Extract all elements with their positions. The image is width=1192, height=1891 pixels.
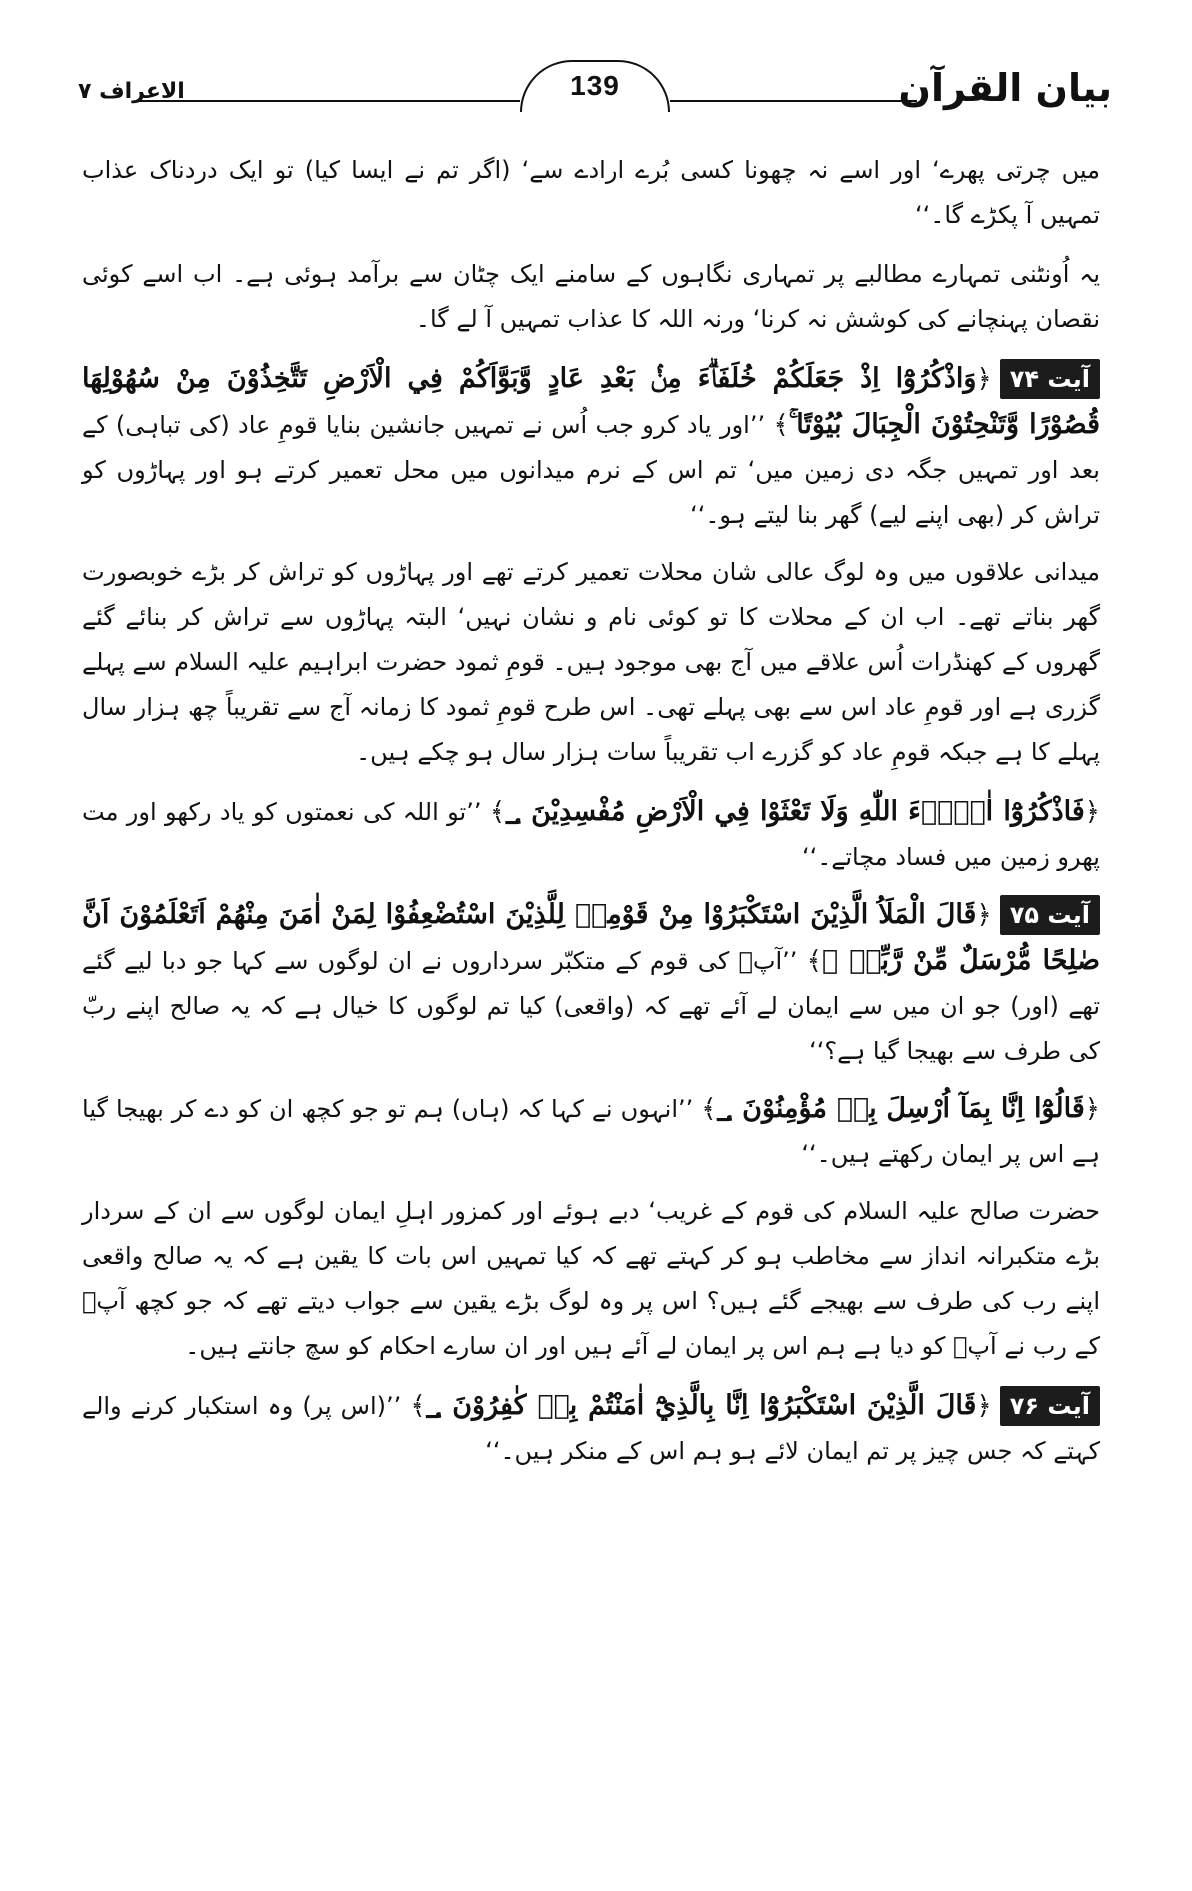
ayah-74-badge: آیت ۷۴ bbox=[1000, 359, 1100, 399]
ayah-close-bracket: ﴾ bbox=[701, 1094, 717, 1124]
ayah-open-bracket: ﴿ bbox=[1084, 797, 1100, 827]
ayah-76-arabic: قَالَ الَّذِيْنَ اسْتَكْبَرُوْٓا اِنَّا بِالَّذِيْٓ اٰمَنْتُمْ بِهٖ كٰفِرُوْنَ ؀ bbox=[425, 1390, 977, 1421]
page-number: 139 bbox=[570, 70, 620, 101]
ayah-open-bracket: ﴿ bbox=[1084, 1094, 1100, 1124]
ayah-75b-block bbox=[82, 1086, 1100, 1177]
page-body bbox=[82, 148, 1100, 1486]
ayah-76-translation: ’’(اس پر) وہ استکبار کرنے والے کہتے کہ جس چیز پر تم ایمان لائے ہو ہم اس کے منکر ہیں۔‘‘ bbox=[82, 1392, 1100, 1465]
intro-paragraph bbox=[82, 148, 1100, 238]
ayah-open-bracket: ﴿ bbox=[976, 364, 992, 394]
intro-text: میں چرتی پھرے‘ اور اسے نہ چھونا کسی بُرے ارادے سے‘ (اگر تم نے ایسا کیا) تو ایک دردناک عذاب تمہیں آ پکڑے گا۔‘‘ bbox=[82, 156, 1100, 229]
ayah-74b-arabic: فَاذْكُرُوْٓا اٰلَاۗءَ اللّٰهِ وَلَا تَعْثَوْا فِي الْاَرْضِ مُفْسِدِيْنَ ؀ bbox=[505, 796, 1085, 827]
ayah-close-bracket: ﴾ bbox=[806, 946, 822, 976]
ayah-74-translation: ’’اور یاد کرو جب اُس نے تمہیں جانشین بنایا قومِ عاد (کی تباہی) کے بعد اور تمہیں جگہ دی زمین میں‘ تم اس کے نرم میدانوں میں محل تعمیر کرتے ہو اور پہاڑوں کو تراش کر (بھی اپنے لیے) گھر بنا لیتے ہو۔‘‘ bbox=[82, 411, 1100, 529]
book-title: بیان القرآن bbox=[898, 66, 1112, 110]
ayah-75b-translation: ’’انہوں نے کہا کہ (ہاں) ہم تو جو کچھ ان کو دے کر بھیجا گیا ہے اس پر ایمان رکھتے ہیں۔‘‘ bbox=[82, 1095, 1100, 1168]
ayah-75-badge: آیت ۷۵ bbox=[1000, 895, 1100, 935]
ayah-open-bracket: ﴿ bbox=[976, 1391, 992, 1421]
page-number-box bbox=[520, 60, 670, 116]
commentary-paragraph-3 bbox=[82, 1189, 1100, 1369]
ayah-75b-arabic: قَالُوْٓا اِنَّا بِمَآ اُرْسِلَ بِهٖ مُؤْمِنُوْنَ ؀ bbox=[716, 1093, 1085, 1124]
ayah-74b-translation: ’’تو اللہ کی نعمتوں کو یاد رکھو اور مت پھرو زمین میں فساد مچاتے۔‘‘ bbox=[82, 798, 1100, 871]
ayah-close-bracket: ﴾ bbox=[773, 410, 789, 440]
commentary-text-2: میدانی علاقوں میں وہ لوگ عالی شان محلات تعمیر کرتے تھے اور پہاڑوں کو تراش کر بڑے خوبصورت گھر بناتے تھے۔ اب ان کے محلات کا تو کوئی نام و نشان نہیں‘ البتہ پہاڑوں سے تراش کر بنائے گئے گھروں کے کھنڈرات اُس علاقے میں آج بھی موجود ہیں۔ قومِ ثمود حضرت ابراہیم علیہ السلام سے پہلے گزری ہے اور قومِ عاد اس سے بھی پہلے تھی۔ اس طرح قومِ ثمود کا زمانہ آج سے تقریباً چھ ہزار سال پہلے کا ہے جبکہ قومِ عاد کو گزرے اب تقریباً سات ہزار سال ہو چکے ہیں۔ bbox=[82, 558, 1100, 766]
ayah-75-arabic: قَالَ الْمَلَاُ الَّذِيْنَ اسْتَكْبَرُوْا مِنْ قَوْمِهٖ لِلَّذِيْنَ اسْتُضْعِفُوْا لِمَنْ اٰمَنَ مِنْهُمْ اَتَعْلَمُوْنَ اَنَّ صٰلِحًا مُّرْسَلٌ مِّنْ رَّبِّهٖ ۭ bbox=[82, 899, 1100, 976]
ayah-close-bracket: ﴾ bbox=[410, 1391, 426, 1421]
commentary-paragraph-2 bbox=[82, 550, 1100, 775]
ayah-open-bracket: ﴿ bbox=[976, 900, 992, 930]
commentary-text-1: یہ اُونٹنی تمہارے مطالبے پر تمہاری نگاہوں کے سامنے ایک چٹان سے برآمد ہوئی ہے۔ اب اسے کوئی نقصان پہنچانے کی کوشش نہ کرنا‘ ورنہ اللہ کا عذاب تمہیں آ لے گا۔ bbox=[82, 260, 1100, 333]
commentary-paragraph-1 bbox=[82, 252, 1100, 342]
page-header bbox=[78, 52, 1112, 122]
commentary-text-3: حضرت صالح علیہ السلام کی قوم کے غریب‘ دبے ہوئے اور کمزور اہلِ ایمان لوگوں سے ان کے سردار بڑے متکبرانہ انداز سے مخاطب ہو کر کہتے تھے کہ کیا تمہیں اس بات کا یقین ہے کہ یہ صالح واقعی اپنے رب کی طرف سے بھیجے گئے ہیں؟ اس پر وہ لوگ بڑے یقین سے جواب دیتے تھے کہ جو کچھ آپؑ کے رب نے آپؑ کو دیا ہے ہم اس پر ایمان لے آئے ہیں اور ان سارے احکام کو سچ جانتے ہیں۔ bbox=[82, 1197, 1101, 1360]
ayah-76-block bbox=[82, 1383, 1100, 1474]
ayah-76-badge: آیت ۷۶ bbox=[1000, 1386, 1100, 1426]
ayah-74-arabic: وَاذْكُرُوْٓا اِذْ جَعَلَكُمْ خُلَفَاۗءَ مِنْۢ بَعْدِ عَادٍ وَّبَوَّاَكُمْ فِي الْاَرْضِ تَتَّخِذُوْنَ مِنْ سُهُوْلِهَا قُصُوْرًا وَّتَنْحِتُوْنَ الْجِبَالَ بُيُوْتًا ۚ bbox=[82, 363, 1100, 440]
ayah-75-translation: ’’آپؑ کی قوم کے متکبّر سرداروں نے ان لوگوں سے کہا جو دبا لیے گئے تھے (اور) جو ان میں سے ایمان لے آئے تھے کہ (واقعی) کیا تم لوگوں کا خیال ہے کہ یہ صالح اپنے ربّ کی طرف سے بھیجا گیا ہے؟‘‘ bbox=[82, 947, 1100, 1065]
ayah-74-block bbox=[82, 356, 1100, 538]
ayah-close-bracket: ﴾ bbox=[489, 797, 506, 827]
ayah-74b-block bbox=[82, 789, 1100, 880]
ayah-75-block bbox=[82, 892, 1100, 1074]
surah-name: الاعراف ۷ bbox=[78, 79, 185, 104]
